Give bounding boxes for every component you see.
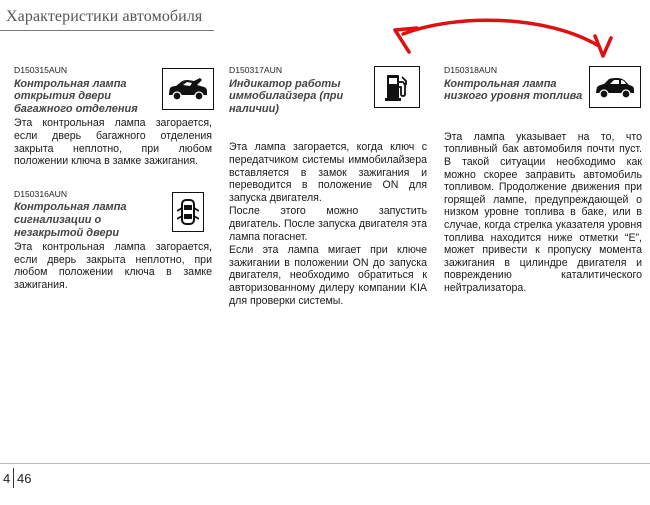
column-right	[444, 64, 642, 295]
section-code: D150318AUN	[444, 65, 498, 75]
page-number: 46	[17, 471, 32, 486]
section-title: Индикатор работы иммобилайзера (при наличии)	[229, 77, 344, 115]
section-title: Контрольная лампа открытия двери багажного отделения	[14, 77, 138, 115]
footer-divider	[0, 463, 650, 464]
section-low-fuel-lamp	[444, 64, 642, 295]
door-open-icon	[172, 192, 204, 232]
section-title: Контрольная лампа низкого уровня топлива	[444, 77, 583, 103]
section-trunk-open-lamp	[14, 64, 212, 168]
fuel-pump-icon	[374, 66, 420, 108]
section-text: Эта контрольная лампа загорается, если дверь закрыта неплотно, при любом положении ключа в замке зажигания.	[14, 241, 212, 291]
column-left	[14, 64, 212, 292]
car-silhouette-icon	[589, 66, 641, 108]
section-code: D150316AUN	[14, 188, 68, 199]
column-middle	[229, 64, 427, 307]
section-title: Контрольная лампа сигнализации о незакрытой двери	[14, 201, 127, 239]
section-code: D150315AUN	[14, 65, 68, 75]
section-immobilizer-indicator	[229, 64, 427, 307]
section-code: D150317AUN	[229, 65, 283, 75]
car-trunk-open-icon	[162, 68, 214, 110]
section-text-2: После этого можно запустить двигатель. После запуска двигателя эта лампа погаснет.	[229, 205, 427, 243]
page-number-divider	[13, 468, 14, 488]
page-header-title: Характеристики автомобиля	[6, 8, 203, 25]
section-door-open-lamp	[14, 188, 212, 292]
chapter-number: 4	[3, 471, 11, 486]
section-text: Эта лампа указывает на то, что топливный бак автомобиля почти пуст. В такой ситуации необходимо как можно скорее заправить автомобиль топливом. Продолжение движения при горящей лампе, предупреждающей о низком уровне топлива в баке, или в случае, когда стрелка указателя уровня топлива находится ниже отметки “E”, может привести к пропуску момента зажигания в цилиндре двигателя и повреждению каталитического нейтрализатора.	[444, 130, 642, 294]
section-text-1: Эта лампа загорается, когда ключ с передатчиком системы иммобилайзера вставляется в замок зажигания и переводится в положение ON для запуска двигателя.	[229, 141, 427, 204]
red-arrow-annotation	[385, 12, 615, 62]
header-divider	[0, 30, 214, 31]
section-text-3: Если эта лампа мигает при ключе зажигании в положении ON до запуска двигателя, необходимо обратиться к авторизованному дилеру компании KIA для проверки системы.	[229, 244, 427, 307]
section-text: Эта контрольная лампа загорается, если дверь багажного отделения закрыта неплотно, при любом положении ключа в замке зажигания.	[14, 117, 212, 168]
